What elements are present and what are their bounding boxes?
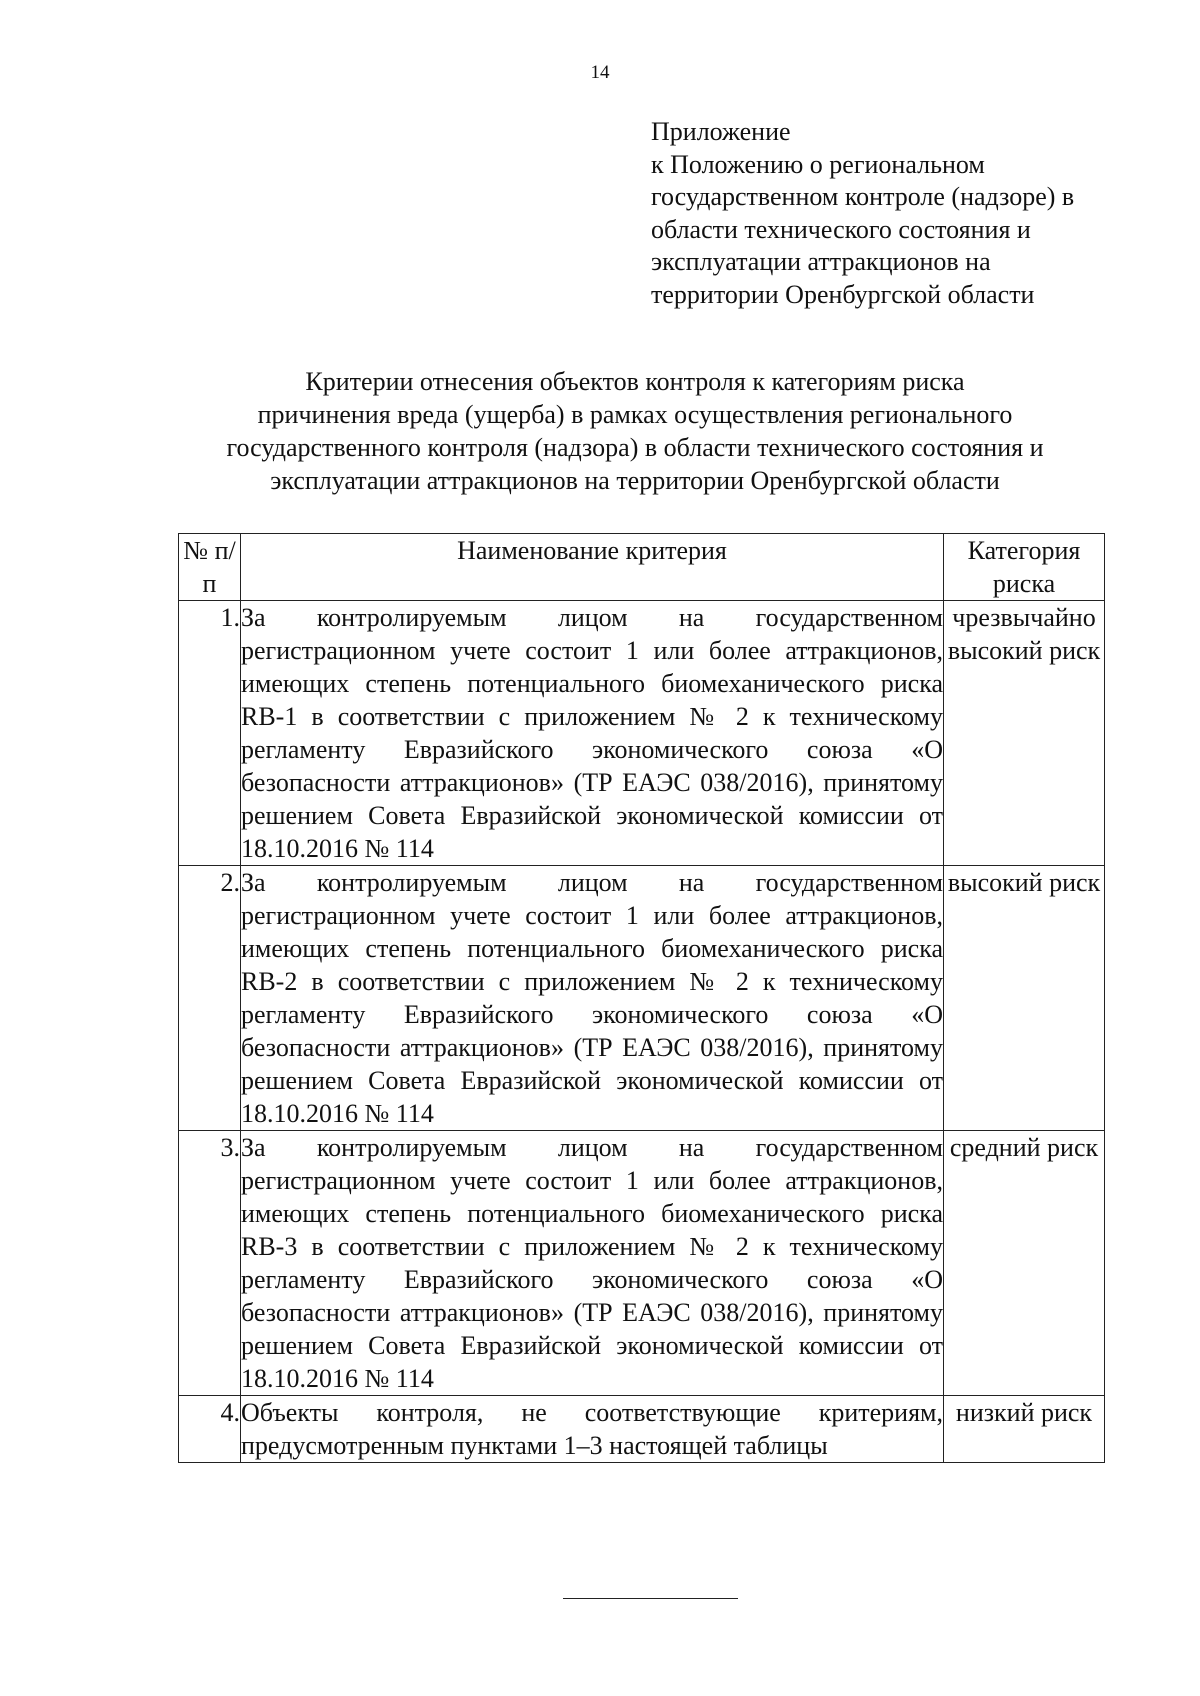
row-number: 3. bbox=[179, 1131, 241, 1396]
title-line: эксплуатации аттракционов на территории Оренбургской области bbox=[270, 466, 1000, 495]
row-category: чрезвычайно высокий риск bbox=[944, 601, 1105, 866]
row-criterion: За контролируемым лицом на государственном регистрационном учете состоит 1 или более аттракционов, имеющих степень потенциального биомеханического риска RB-2 в соответствии с приложением № 2 к техническому регламенту Евразийского экономического союза «О безопасности аттракционов» (ТР ЕАЭС 038/2016), принятому решением Совета Евразийской экономической комиссии от 18.10.2016 № 114 bbox=[241, 866, 944, 1131]
row-number: 4. bbox=[179, 1396, 241, 1463]
header-number: № п/п bbox=[179, 534, 241, 601]
row-category: низкий риск bbox=[944, 1396, 1105, 1463]
table-row bbox=[179, 866, 1105, 1131]
row-criterion: За контролируемым лицом на государственном регистрационном учете состоит 1 или более аттракционов, имеющих степень потенциального биомеханического риска RB-3 в соответствии с приложением № 2 к техническому регламенту Евразийского экономического союза «О безопасности аттракционов» (ТР ЕАЭС 038/2016), принятому решением Совета Евразийской экономической комиссии от 18.10.2016 № 114 bbox=[241, 1131, 944, 1396]
annex-line: Приложение bbox=[651, 117, 791, 146]
row-number: 2. bbox=[179, 866, 241, 1131]
row-category: средний риск bbox=[944, 1131, 1105, 1396]
row-number: 1. bbox=[179, 601, 241, 866]
title-line: Критерии отнесения объектов контроля к категориям риска bbox=[305, 367, 965, 396]
table-header-row bbox=[179, 534, 1105, 601]
title-line: причинения вреда (ущерба) в рамках осуществления регионального bbox=[257, 400, 1013, 429]
table-row bbox=[179, 1396, 1105, 1463]
row-category: высокий риск bbox=[944, 866, 1105, 1131]
row-criterion: За контролируемым лицом на государственном регистрационном учете состоит 1 или более аттракционов, имеющих степень потенциального биомеханического риска RB-1 в соответствии с приложением № 2 к техническому регламенту Евразийского экономического союза «О безопасности аттракционов» (ТР ЕАЭС 038/2016), принятому решением Совета Евразийской экономической комиссии от 18.10.2016 № 114 bbox=[241, 601, 944, 866]
title-line: государственного контроля (надзора) в области технического состояния и bbox=[226, 433, 1044, 462]
annex-line: территории Оренбургской области bbox=[651, 279, 1035, 309]
header-category: Категория риска bbox=[944, 534, 1105, 601]
annex-line: эксплуатации аттракционов на bbox=[651, 247, 991, 276]
footer-divider bbox=[563, 1598, 738, 1599]
table-row bbox=[179, 1131, 1105, 1396]
annex-line: области технического состояния и bbox=[651, 214, 1031, 244]
table-row bbox=[179, 601, 1105, 866]
page-number: 14 bbox=[590, 62, 610, 83]
annex-line: к Положению о региональном bbox=[651, 149, 985, 179]
document-title bbox=[150, 365, 1120, 497]
annex-header bbox=[651, 116, 1171, 311]
annex-line: государственном контроле (надзоре) в bbox=[651, 182, 1075, 211]
header-name: Наименование критерия bbox=[241, 534, 944, 601]
criteria-table bbox=[178, 533, 1105, 1463]
row-criterion: Объекты контроля, не соответствующие критериям, предусмотренным пунктами 1–3 настоящей таблицы bbox=[241, 1396, 944, 1463]
